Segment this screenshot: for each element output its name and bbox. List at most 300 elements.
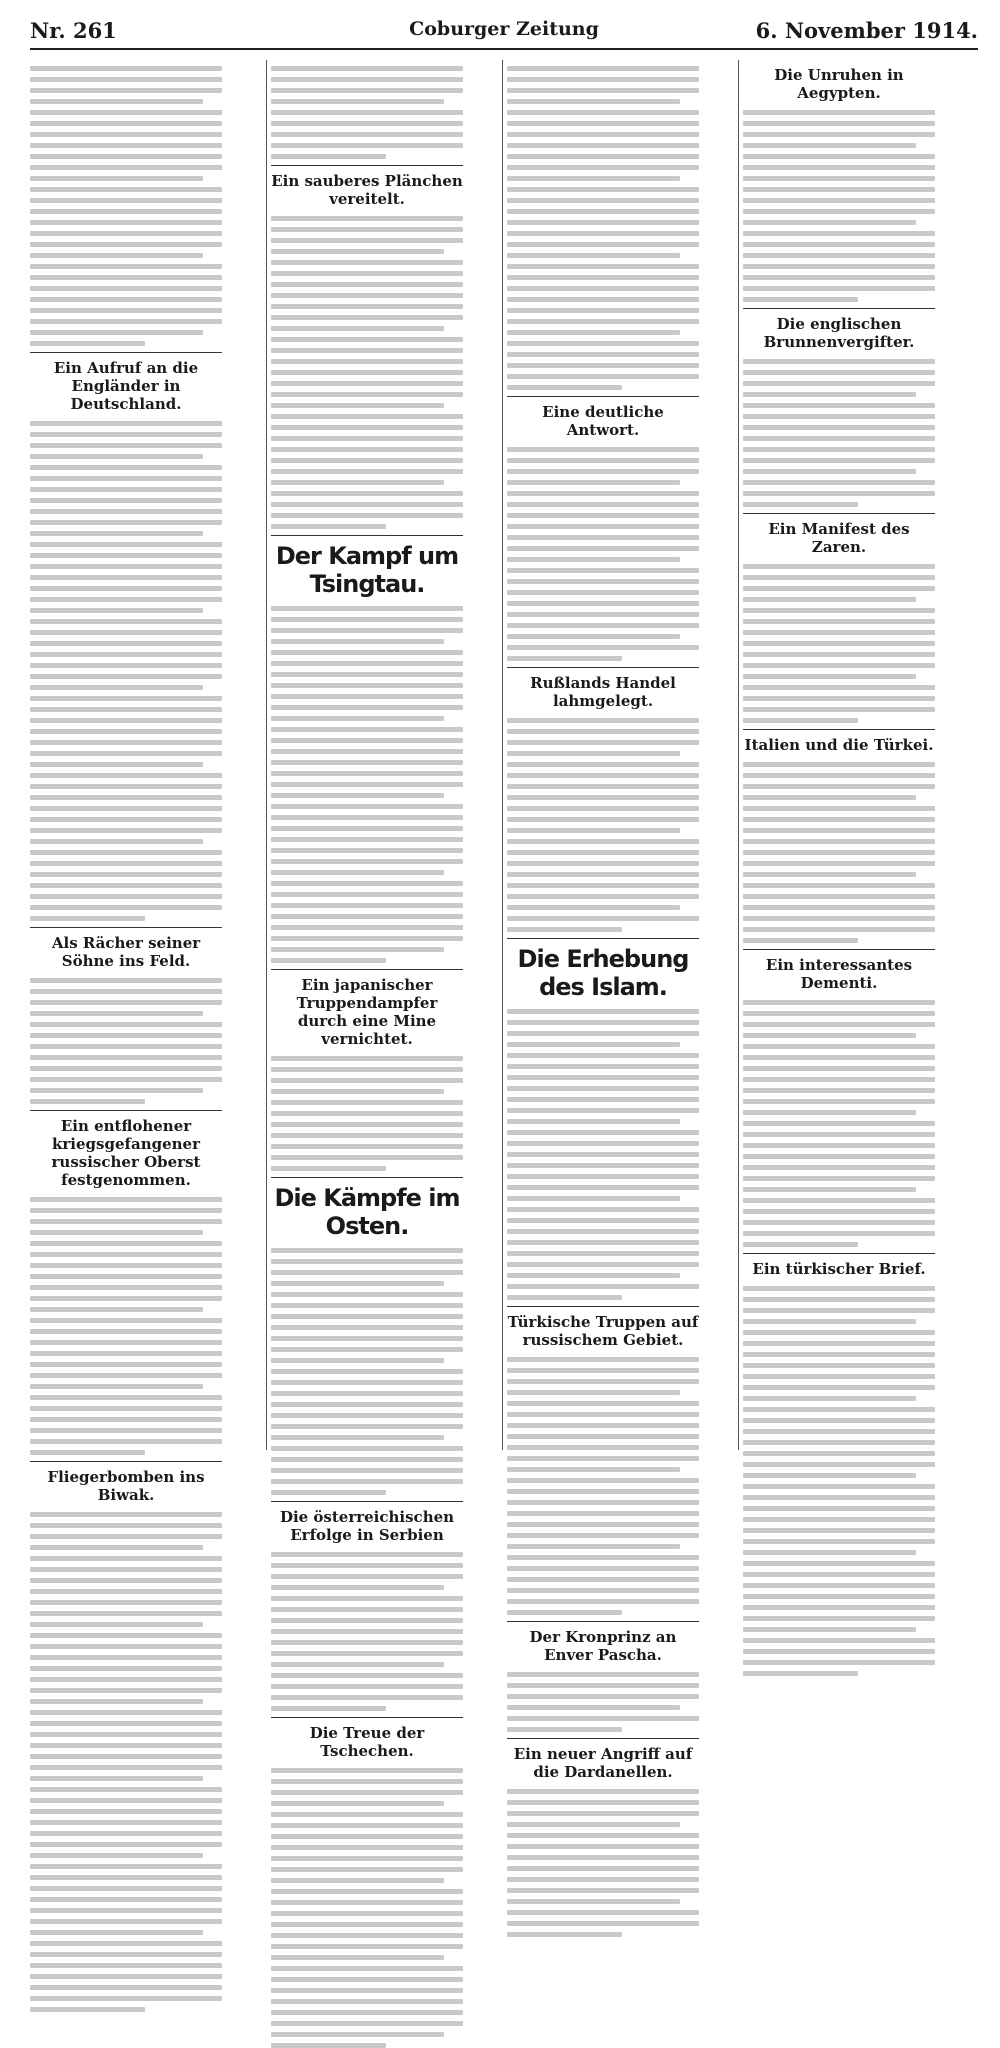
text-line-placeholder xyxy=(30,1996,222,2001)
text-line-placeholder xyxy=(743,1055,935,1060)
text-line-placeholder xyxy=(507,894,699,899)
text-line-placeholder xyxy=(507,751,680,756)
text-line-placeholder xyxy=(30,1197,222,1202)
text-line-placeholder xyxy=(507,1218,699,1223)
text-line-placeholder xyxy=(30,916,145,921)
text-line-placeholder xyxy=(271,1347,463,1352)
text-line-placeholder xyxy=(743,619,935,624)
text-line-placeholder xyxy=(30,1077,222,1082)
text-line-placeholder xyxy=(743,1550,916,1555)
text-line-placeholder xyxy=(743,1627,916,1632)
column-1 xyxy=(30,60,222,1504)
text-line-placeholder xyxy=(507,264,699,269)
text-line-placeholder xyxy=(271,315,463,320)
text-line-placeholder xyxy=(507,1727,622,1732)
text-line-placeholder xyxy=(30,674,222,679)
text-line-placeholder xyxy=(30,476,222,481)
section-divider xyxy=(271,535,463,536)
text-line-placeholder xyxy=(271,705,463,710)
text-line-placeholder xyxy=(30,696,222,701)
text-line-placeholder xyxy=(30,1329,222,1334)
text-line-placeholder xyxy=(30,641,222,646)
text-line-placeholder xyxy=(271,1695,463,1700)
section-heading: Die Kämpfe im Osten. xyxy=(274,1184,460,1240)
text-line-placeholder xyxy=(507,352,699,357)
body-paragraph-placeholder xyxy=(743,110,935,302)
text-line-placeholder xyxy=(507,1053,699,1058)
text-line-placeholder xyxy=(271,227,463,232)
text-line-placeholder xyxy=(743,1561,935,1566)
text-line-placeholder xyxy=(30,608,203,613)
text-line-placeholder xyxy=(30,465,222,470)
text-line-placeholder xyxy=(271,815,463,820)
text-line-placeholder xyxy=(271,1574,463,1579)
text-line-placeholder xyxy=(30,1765,222,1770)
masthead xyxy=(30,14,978,50)
section-divider xyxy=(30,1110,222,1111)
text-line-placeholder xyxy=(271,1122,463,1127)
body-paragraph-placeholder xyxy=(507,718,699,932)
text-line-placeholder xyxy=(507,590,699,595)
text-line-placeholder xyxy=(30,663,222,668)
text-line-placeholder xyxy=(743,1517,935,1522)
text-line-placeholder xyxy=(743,1121,935,1126)
text-line-placeholder xyxy=(271,132,463,137)
text-line-placeholder xyxy=(743,894,935,899)
text-line-placeholder xyxy=(30,978,222,983)
text-line-placeholder xyxy=(30,1941,222,1946)
text-line-placeholder xyxy=(507,623,699,628)
text-line-placeholder xyxy=(271,1640,463,1645)
text-line-placeholder xyxy=(271,859,463,864)
text-line-placeholder xyxy=(30,99,203,104)
text-line-placeholder xyxy=(30,1066,222,1071)
text-line-placeholder xyxy=(507,1390,680,1395)
text-line-placeholder xyxy=(271,1845,463,1850)
text-line-placeholder xyxy=(507,1822,680,1827)
text-line-placeholder xyxy=(271,1563,463,1568)
text-line-placeholder xyxy=(271,1629,463,1634)
text-line-placeholder xyxy=(743,916,935,921)
text-line-placeholder xyxy=(743,425,935,430)
text-line-placeholder xyxy=(271,1823,463,1828)
text-line-placeholder xyxy=(507,1141,699,1146)
issue-date: 6. November 1914. xyxy=(755,18,978,43)
text-line-placeholder xyxy=(30,1798,222,1803)
body-paragraph-placeholder xyxy=(743,1000,935,1247)
text-line-placeholder xyxy=(271,1424,463,1429)
text-line-placeholder xyxy=(271,1078,463,1083)
text-line-placeholder xyxy=(507,839,699,844)
text-line-placeholder xyxy=(30,1099,145,1104)
body-paragraph-placeholder xyxy=(271,1768,463,2048)
text-line-placeholder xyxy=(507,1196,680,1201)
text-line-placeholder xyxy=(743,707,935,712)
text-line-placeholder xyxy=(271,1067,463,1072)
text-line-placeholder xyxy=(30,1710,222,1715)
text-line-placeholder xyxy=(743,187,935,192)
text-line-placeholder xyxy=(271,436,463,441)
text-line-placeholder xyxy=(743,1363,935,1368)
text-line-placeholder xyxy=(271,2010,463,2015)
text-line-placeholder xyxy=(743,795,916,800)
text-line-placeholder xyxy=(507,1240,699,1245)
text-line-placeholder xyxy=(30,1208,222,1213)
text-line-placeholder xyxy=(507,1899,680,1904)
text-line-placeholder xyxy=(30,297,222,302)
text-line-placeholder xyxy=(30,1428,222,1433)
text-line-placeholder xyxy=(743,641,935,646)
section-heading: Rußlands Handel lahmgelegt. xyxy=(530,674,676,710)
body-paragraph-placeholder xyxy=(507,1357,699,1615)
text-line-placeholder xyxy=(743,1506,935,1511)
section-heading: Ein interessantes Dementi. xyxy=(765,956,913,992)
text-line-placeholder xyxy=(743,1099,935,1104)
text-line-placeholder xyxy=(30,1055,222,1060)
text-line-placeholder xyxy=(507,1511,699,1516)
text-line-placeholder xyxy=(507,1500,699,1505)
text-line-placeholder xyxy=(30,286,222,291)
text-line-placeholder xyxy=(30,1088,203,1093)
text-line-placeholder xyxy=(507,762,699,767)
text-line-placeholder xyxy=(271,716,444,721)
text-line-placeholder xyxy=(507,1031,699,1036)
text-line-placeholder xyxy=(743,1000,935,1005)
text-line-placeholder xyxy=(507,1910,699,1915)
text-line-placeholder xyxy=(271,271,463,276)
text-line-placeholder xyxy=(30,883,222,888)
section-divider xyxy=(507,1306,699,1307)
text-line-placeholder xyxy=(30,220,222,225)
text-line-placeholder xyxy=(271,88,463,93)
text-line-placeholder xyxy=(30,652,222,657)
text-line-placeholder xyxy=(271,1281,444,1286)
text-line-placeholder xyxy=(743,132,935,137)
text-line-placeholder xyxy=(507,634,680,639)
text-line-placeholder xyxy=(507,645,699,650)
text-line-placeholder xyxy=(507,601,699,606)
text-line-placeholder xyxy=(271,1607,463,1612)
text-line-placeholder xyxy=(271,1259,463,1264)
text-line-placeholder xyxy=(743,242,935,247)
text-line-placeholder xyxy=(743,1473,916,1478)
text-line-placeholder xyxy=(507,99,680,104)
text-line-placeholder xyxy=(743,1429,935,1434)
text-line-placeholder xyxy=(271,1303,463,1308)
text-line-placeholder xyxy=(30,1373,222,1378)
text-line-placeholder xyxy=(30,1875,222,1880)
text-line-placeholder xyxy=(507,1844,699,1849)
text-line-placeholder xyxy=(271,1834,463,1839)
text-line-placeholder xyxy=(743,1385,935,1390)
text-line-placeholder xyxy=(30,989,222,994)
text-line-placeholder xyxy=(743,447,935,452)
text-line-placeholder xyxy=(30,1611,222,1616)
text-line-placeholder xyxy=(271,1706,386,1711)
text-line-placeholder xyxy=(271,392,463,397)
text-line-placeholder xyxy=(30,231,222,236)
text-line-placeholder xyxy=(507,1379,699,1384)
text-line-placeholder xyxy=(30,1296,222,1301)
text-line-placeholder xyxy=(271,881,463,886)
text-line-placeholder xyxy=(271,1988,463,1993)
text-line-placeholder xyxy=(743,674,916,679)
text-line-placeholder xyxy=(743,1066,935,1071)
text-line-placeholder xyxy=(507,66,699,71)
text-line-placeholder xyxy=(271,1552,463,1557)
text-line-placeholder xyxy=(30,905,222,910)
text-line-placeholder xyxy=(743,850,935,855)
text-line-placeholder xyxy=(30,850,222,855)
text-line-placeholder xyxy=(507,828,680,833)
text-line-placeholder xyxy=(30,1263,222,1268)
text-line-placeholder xyxy=(30,165,222,170)
text-line-placeholder xyxy=(507,297,699,302)
text-line-placeholder xyxy=(271,914,463,919)
text-line-placeholder xyxy=(507,469,699,474)
text-line-placeholder xyxy=(507,121,699,126)
text-line-placeholder xyxy=(30,1384,203,1389)
text-line-placeholder xyxy=(507,905,680,910)
text-line-placeholder xyxy=(30,1974,222,1979)
text-line-placeholder xyxy=(507,1588,699,1593)
text-line-placeholder xyxy=(271,771,463,776)
text-line-placeholder xyxy=(30,839,203,844)
section-divider xyxy=(743,1253,935,1254)
text-line-placeholder xyxy=(271,870,444,875)
text-line-placeholder xyxy=(507,154,699,159)
text-line-placeholder xyxy=(271,359,463,364)
text-line-placeholder xyxy=(743,1649,935,1654)
text-line-placeholder xyxy=(271,892,463,897)
text-line-placeholder xyxy=(271,414,463,419)
text-line-placeholder xyxy=(507,1533,699,1538)
text-line-placeholder xyxy=(507,1009,699,1014)
text-line-placeholder xyxy=(507,740,699,745)
text-line-placeholder xyxy=(743,1583,935,1588)
text-line-placeholder xyxy=(30,1351,222,1356)
text-line-placeholder xyxy=(271,1955,444,1960)
text-line-placeholder xyxy=(30,795,222,800)
body-paragraph-placeholder xyxy=(30,1512,222,2012)
text-line-placeholder xyxy=(507,524,699,529)
text-line-placeholder xyxy=(507,861,699,866)
text-line-placeholder xyxy=(743,231,935,236)
text-line-placeholder xyxy=(30,817,222,822)
text-line-placeholder xyxy=(507,176,680,181)
text-line-placeholder xyxy=(30,1952,222,1957)
body-paragraph-placeholder xyxy=(271,1552,463,1711)
issue-number: Nr. 261 xyxy=(30,18,117,43)
section-heading: Ein türkischer Brief. xyxy=(752,1260,926,1278)
text-line-placeholder xyxy=(507,1467,680,1472)
text-line-placeholder xyxy=(271,1089,444,1094)
text-line-placeholder xyxy=(271,1292,463,1297)
text-line-placeholder xyxy=(271,1314,463,1319)
text-line-placeholder xyxy=(507,1610,622,1615)
text-line-placeholder xyxy=(30,1985,222,1990)
text-line-placeholder xyxy=(743,1451,935,1456)
text-line-placeholder xyxy=(30,1044,222,1049)
text-line-placeholder xyxy=(743,121,935,126)
text-line-placeholder xyxy=(30,1523,222,1528)
text-line-placeholder xyxy=(271,782,463,787)
text-line-placeholder xyxy=(271,1402,463,1407)
text-line-placeholder xyxy=(30,1919,222,1924)
text-line-placeholder xyxy=(30,1644,222,1649)
text-line-placeholder xyxy=(30,487,222,492)
text-line-placeholder xyxy=(271,958,386,963)
text-line-placeholder xyxy=(271,1457,463,1462)
text-line-placeholder xyxy=(30,330,203,335)
text-line-placeholder xyxy=(271,502,463,507)
body-paragraph-placeholder xyxy=(507,1672,699,1732)
text-line-placeholder xyxy=(271,1468,463,1473)
text-line-placeholder xyxy=(743,828,935,833)
text-line-placeholder xyxy=(507,1042,680,1047)
text-line-placeholder xyxy=(271,1999,463,2004)
text-line-placeholder xyxy=(30,1886,222,1891)
text-line-placeholder xyxy=(743,663,935,668)
text-line-placeholder xyxy=(743,176,935,181)
text-line-placeholder xyxy=(271,1248,463,1253)
text-line-placeholder xyxy=(507,1207,699,1212)
text-line-placeholder xyxy=(507,308,699,313)
section-heading: Fliegerbomben ins Biwak. xyxy=(47,1468,205,1504)
text-line-placeholder xyxy=(743,198,935,203)
text-line-placeholder xyxy=(507,656,622,661)
body-paragraph-placeholder xyxy=(30,66,222,346)
section-divider xyxy=(30,1461,222,1462)
text-line-placeholder xyxy=(507,341,699,346)
text-line-placeholder xyxy=(271,1867,463,1872)
section-divider xyxy=(507,938,699,939)
text-line-placeholder xyxy=(30,1545,203,1550)
text-line-placeholder xyxy=(30,275,222,280)
text-line-placeholder xyxy=(743,392,916,397)
text-line-placeholder xyxy=(30,1600,222,1605)
text-line-placeholder xyxy=(507,872,699,877)
section-heading: Die englischen Brunnenvergifter. xyxy=(763,315,915,351)
text-line-placeholder xyxy=(30,1787,222,1792)
text-line-placeholder xyxy=(271,1812,463,1817)
text-line-placeholder xyxy=(30,443,222,448)
section-heading: Die Erhebung des Islam. xyxy=(517,945,689,1001)
text-line-placeholder xyxy=(743,1539,935,1544)
text-line-placeholder xyxy=(30,1820,222,1825)
text-line-placeholder xyxy=(271,216,463,221)
section-heading: Eine deutliche Antwort. xyxy=(542,403,664,439)
text-line-placeholder xyxy=(30,784,222,789)
text-line-placeholder xyxy=(743,608,935,613)
text-line-placeholder xyxy=(507,1555,699,1560)
text-line-placeholder xyxy=(507,1921,699,1926)
section-divider xyxy=(743,308,935,309)
body-paragraph-placeholder xyxy=(30,978,222,1104)
text-line-placeholder xyxy=(271,606,463,611)
text-line-placeholder xyxy=(507,286,699,291)
text-line-placeholder xyxy=(30,1622,203,1627)
text-line-placeholder xyxy=(30,1011,203,1016)
newspaper-name: Coburger Zeitung xyxy=(409,18,599,40)
section-heading: Der Kronprinz an Enver Pascha. xyxy=(529,1628,677,1664)
text-line-placeholder xyxy=(30,1897,222,1902)
text-line-placeholder xyxy=(271,1144,463,1149)
text-line-placeholder xyxy=(743,209,935,214)
text-line-placeholder xyxy=(30,132,222,137)
text-line-placeholder xyxy=(30,110,222,115)
text-line-placeholder xyxy=(30,1721,222,1726)
text-line-placeholder xyxy=(271,925,463,930)
text-line-placeholder xyxy=(743,458,935,463)
text-line-placeholder xyxy=(271,143,463,148)
text-line-placeholder xyxy=(271,947,444,952)
text-line-placeholder xyxy=(743,502,858,507)
text-line-placeholder xyxy=(30,1677,222,1682)
text-line-placeholder xyxy=(743,1143,935,1148)
text-line-placeholder xyxy=(743,1110,916,1115)
text-line-placeholder xyxy=(507,729,699,734)
text-line-placeholder xyxy=(743,1044,935,1049)
text-line-placeholder xyxy=(30,1241,222,1246)
text-line-placeholder xyxy=(743,1088,935,1093)
text-line-placeholder xyxy=(271,936,463,941)
text-line-placeholder xyxy=(271,66,463,71)
text-line-placeholder xyxy=(271,469,463,474)
text-line-placeholder xyxy=(271,1900,463,1905)
text-line-placeholder xyxy=(30,242,222,247)
text-line-placeholder xyxy=(507,1888,699,1893)
text-line-placeholder xyxy=(271,1435,444,1440)
text-line-placeholder xyxy=(507,1295,622,1300)
text-line-placeholder xyxy=(271,826,463,831)
text-line-placeholder xyxy=(743,359,935,364)
text-line-placeholder xyxy=(271,804,463,809)
text-line-placeholder xyxy=(507,1694,699,1699)
text-line-placeholder xyxy=(271,793,444,798)
text-line-placeholder xyxy=(743,762,935,767)
text-line-placeholder xyxy=(743,1297,935,1302)
text-line-placeholder xyxy=(743,1176,935,1181)
text-line-placeholder xyxy=(271,524,386,529)
text-line-placeholder xyxy=(507,1716,699,1721)
text-line-placeholder xyxy=(507,1599,699,1604)
section-heading: Die Unruhen in Aegypten. xyxy=(774,66,904,102)
text-line-placeholder xyxy=(271,1391,463,1396)
text-line-placeholder xyxy=(271,694,463,699)
text-line-placeholder xyxy=(507,1251,699,1256)
text-line-placeholder xyxy=(507,773,699,778)
text-line-placeholder xyxy=(507,1368,699,1373)
text-line-placeholder xyxy=(30,861,222,866)
body-paragraph-placeholder xyxy=(743,1286,935,1676)
section-heading: Italien und die Türkei. xyxy=(744,736,934,754)
text-line-placeholder xyxy=(30,1340,222,1345)
text-line-placeholder xyxy=(30,729,222,734)
text-line-placeholder xyxy=(743,297,858,302)
text-line-placeholder xyxy=(30,1699,203,1704)
text-line-placeholder xyxy=(30,1274,222,1279)
text-line-placeholder xyxy=(30,88,222,93)
text-line-placeholder xyxy=(507,1855,699,1860)
text-line-placeholder xyxy=(271,683,463,688)
text-line-placeholder xyxy=(743,1462,935,1467)
text-line-placeholder xyxy=(743,1077,935,1082)
text-line-placeholder xyxy=(507,319,699,324)
text-line-placeholder xyxy=(507,253,680,258)
text-line-placeholder xyxy=(507,1020,699,1025)
text-line-placeholder xyxy=(271,77,463,82)
